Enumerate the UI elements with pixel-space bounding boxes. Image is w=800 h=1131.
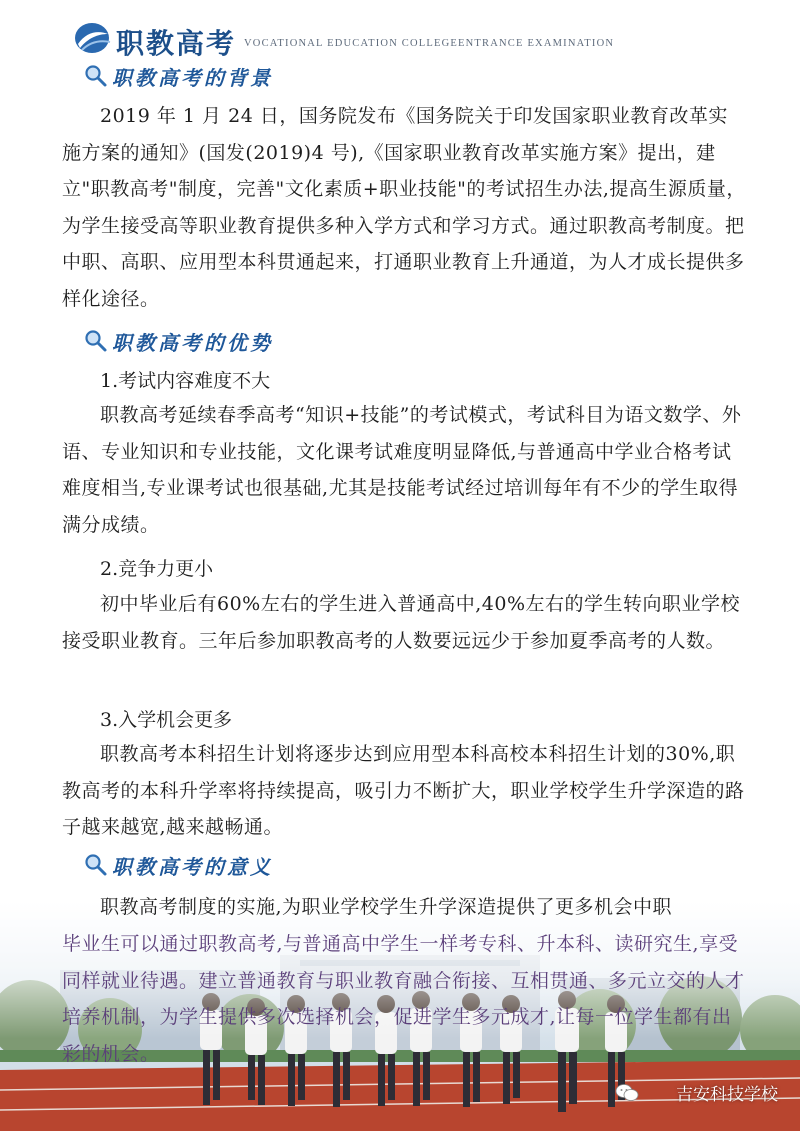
magnifier-icon [84,853,108,877]
background-paragraph: 2019 年 1 月 24 日，国务院发布《国务院关于印发国家职业教育改革实施方案的通知》(国发(2019)4 号),《国家职业教育改革实施方案》提出，建立"职教高考"制度，完善"文化素质+职业技能"的考试招生办法,提高生源质量，为学生接受高等职业教育提供多种入学方式和学习方式。通过职教高考制度。把中职、高职、应用型本科贯通起来，打通职业教育上升通道，为人才成长提供多样化途径。 [62,105,746,310]
advantage-item-1-text: 职教高考延续春季高考“知识+技能”的考试模式，考试科目为语文数学、外语、专业知识和专业技能，文化课考试难度明显降低,与普通高中学业合格考试难度相当,专业课考试也很基础,尤其是技能考试经过培训每年有不少的学生取得满分成绩。 [62,404,742,536]
section-title-advantages: 职教高考的优势 [112,331,273,355]
wechat-icon [615,1083,639,1103]
section-title-significance: 职教高考的意义 [112,855,273,879]
magnifier-icon [84,329,108,353]
significance-paragraph-rest: 毕业生可以通过职教高考,与普通高中学生一样考专科、升本科、读研究生,享受同样就业待遇。建立普通教育与职业教育融合衔接、互相贯通、多元立交的人才培养机制，为学生提供多次选择机会，促进学生多元成才,让每一位学生都有出彩的机会。 [62,933,745,1065]
advantage-item-3-title: 3.入学机会更多 [100,709,233,731]
section-title-background: 职教高考的背景 [112,66,273,90]
page-header [72,18,772,62]
advantage-item-1-title: 1.考试内容难度不大 [100,370,271,392]
header-title: 职教高考 [116,27,237,60]
magnifier-icon [84,64,108,88]
significance-paragraph-line1: 职教高考制度的实施,为职业学校学生升学深造提供了更多机会中职 [100,896,673,918]
header-subtitle: VOCATIONAL EDUCATION COLLEGEENTRANCE EXAMINATION [244,38,615,49]
advantage-item-3-text: 职教高考本科招生计划将逐步达到应用型本科高校本科招生计划的30%,职教高考的本科升学率将持续提高，吸引力不断扩大，职业学校学生升学深造的路子越来越宽,越来越畅通。 [62,743,745,838]
advantage-item-2-title: 2.竞争力更小 [100,558,214,580]
logo-swoosh-icon [72,20,112,56]
source-watermark: 吉安科技学校 [676,1085,778,1105]
advantage-item-2-text: 初中毕业后有60%左右的学生进入普通高中,40%左右的学生转向职业学校接受职业教育。三年后参加职教高考的人数要远远少于参加夏季高考的人数。 [62,593,741,652]
